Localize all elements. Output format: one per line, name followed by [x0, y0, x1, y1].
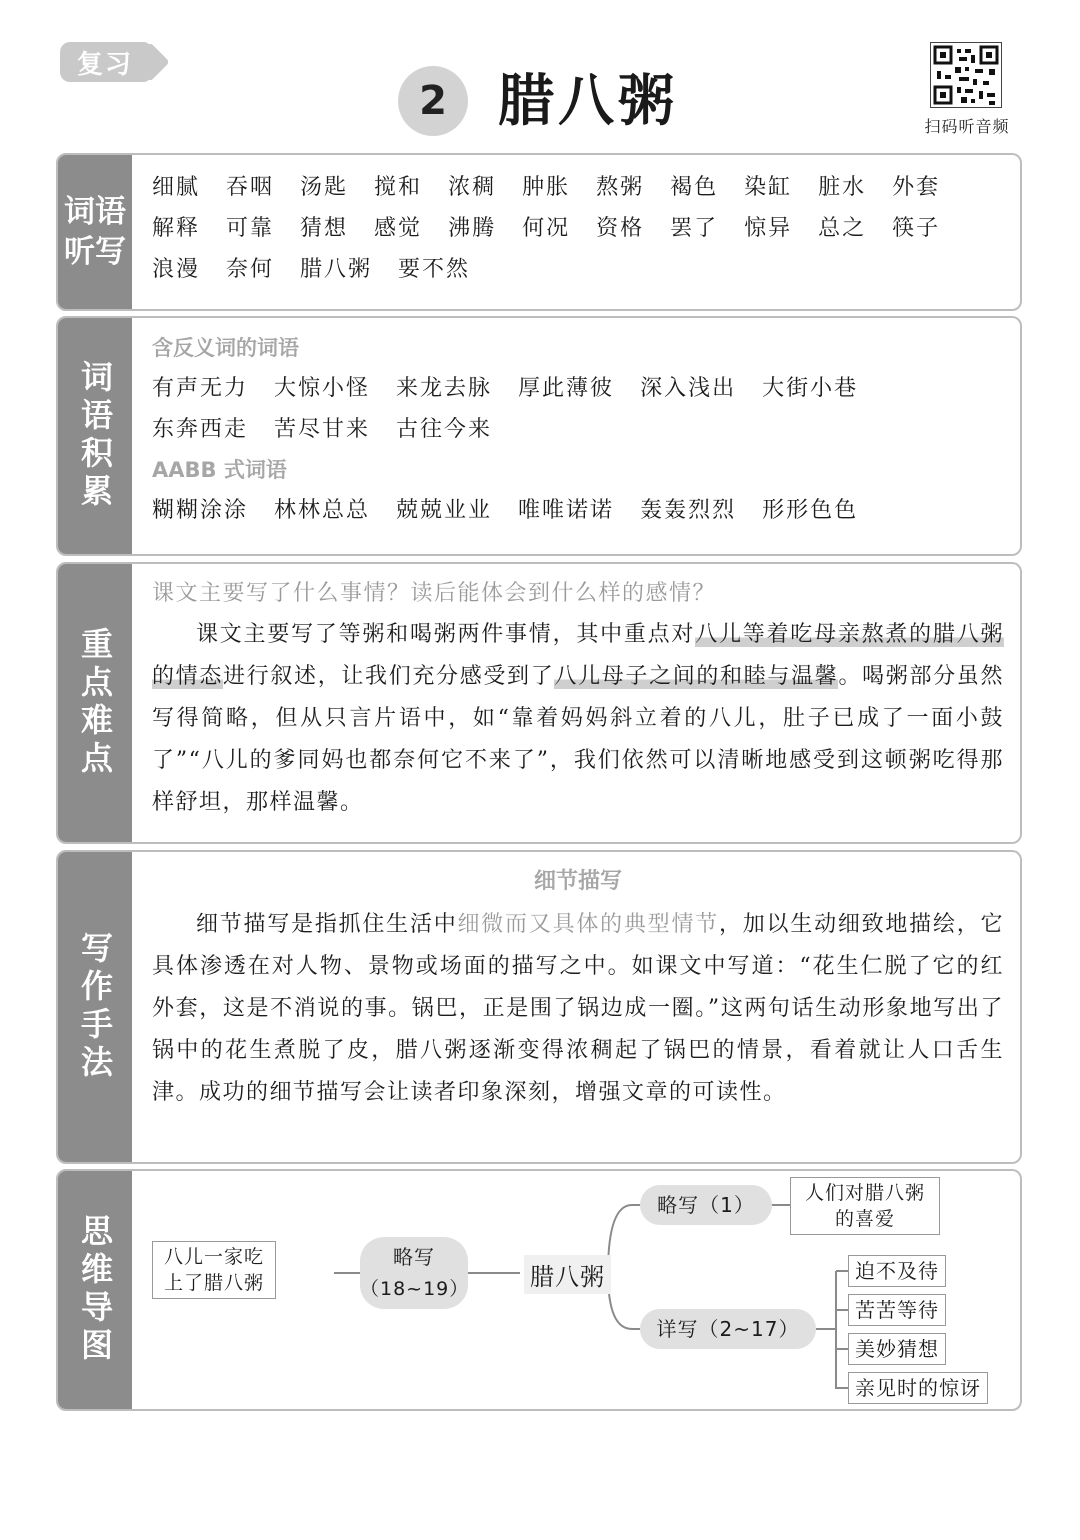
word: 褐色: [670, 175, 719, 200]
guiding-question: 课文主要写了什么事情？读后能体会到什么样的感情？: [152, 581, 717, 606]
mindmap-detail-node: 详写（2~17）: [640, 1309, 816, 1349]
brief-node-title: 略写: [393, 1245, 435, 1269]
idiom: 形形色色: [762, 498, 859, 523]
word: 感觉: [374, 216, 423, 241]
mindmap-leaf: 苦苦等待: [848, 1294, 946, 1326]
word: 罢了: [670, 216, 719, 241]
dictation-row-1: [152, 167, 1004, 208]
mindmap-section: [56, 1169, 1022, 1411]
writing-heading: 细节描写: [533, 869, 622, 894]
idiom: 厚此薄彼: [518, 376, 615, 401]
vocab-section: [56, 316, 1022, 556]
dictation-section: [56, 153, 1022, 311]
qr-caption: 扫码听音频: [924, 117, 1010, 136]
idiom: 大街小巷: [762, 376, 859, 401]
text-run: 课文主要写了等粥和喝粥两件事情，其中重点对: [196, 622, 696, 647]
mindmap-leaf: 美妙猜想: [848, 1333, 946, 1365]
word: 吞咽: [226, 175, 275, 200]
idiom: 古往今来: [396, 417, 493, 442]
word: 肿胀: [522, 175, 571, 200]
highlight: 八儿母子之间的和睦与温馨: [554, 664, 839, 689]
qr-code-icon[interactable]: [930, 42, 1002, 108]
writing-section: [56, 850, 1022, 1164]
text-run: 。喝粥部分虽然写得简略，但从只言片语中，如“靠着妈妈斜立着的八儿，肚子已成了一面小鼓了”“八儿的爹同妈也都奈何它不来了”，我们依然可以清晰地感受到这顿粥吃得那样舒坦，那样温馨。: [152, 664, 1004, 815]
idiom: 来龙去脉: [396, 376, 493, 401]
mindmap-left-box: 八儿一家吃上了腊八粥: [152, 1241, 276, 1299]
mindmap-brief-node: [360, 1237, 468, 1309]
dictation-side-label: [58, 155, 132, 309]
vocab-side-label: [58, 318, 132, 554]
mindmap-top-box: 人们对腊八粥的喜爱: [790, 1177, 940, 1235]
key-points-label: 重点难点: [76, 627, 114, 779]
word: 要不然: [398, 257, 471, 282]
text-run: 进行叙述，让我们充分感受到了: [223, 664, 555, 689]
dictation-row-3: [152, 249, 1004, 290]
writing-label: 写作手法: [76, 931, 114, 1083]
word: 资格: [596, 216, 645, 241]
writing-paragraph: [152, 904, 1004, 1114]
word: 浪漫: [152, 257, 201, 282]
idiom: 糊糊涂涂: [152, 498, 249, 523]
brief-node-range: （18~19）: [360, 1278, 470, 1300]
idiom: 林林总总: [274, 498, 371, 523]
word: 搅和: [374, 175, 423, 200]
review-tag: 复习: [60, 42, 150, 82]
word: 汤匙: [300, 175, 349, 200]
word: 可靠: [226, 216, 275, 241]
word: 染缸: [744, 175, 793, 200]
idiom: 苦尽甘来: [274, 417, 371, 442]
antonym-heading: 含反义词的词语: [152, 336, 299, 360]
emphasis: 细微而又具体的典型情节: [457, 912, 719, 937]
idiom: 唯唯诺诺: [518, 498, 615, 523]
lesson-number-badge: 2: [398, 66, 468, 136]
key-points-side-label: [58, 564, 132, 842]
word: 解释: [152, 216, 201, 241]
idiom: 兢兢业业: [396, 498, 493, 523]
word: 总之: [818, 216, 867, 241]
dictation-label: 词语听写: [64, 194, 126, 270]
text-run: 细节描写是指抓住生活中: [196, 912, 458, 937]
text-run: ，加以生动细致地描绘，它具体渗透在对人物、景物或场面的描写之中。如课文中写道：“花生仁脱了它的红外套，这是不消说的事。锅巴，正是围了锅边成一圈。”这两句话生动形象地写出了锅中的花生煮脱了皮，腊八粥逐渐变得浓稠起了锅巴的情景，看着就让人口舌生津。成功的细节描写会让读者印象深刻，增强文章的可读性。: [152, 912, 1004, 1105]
writing-side-label: [58, 852, 132, 1162]
vocab-label: 词语积累: [76, 360, 114, 512]
dictation-row-2: [152, 208, 1004, 249]
antonym-row-2: [152, 409, 1004, 450]
word: 外套: [892, 175, 941, 200]
highlight: 八儿等着吃母亲熬煮的腊八粥的情态: [152, 622, 1004, 689]
idiom: 有声无力: [152, 376, 249, 401]
key-points-paragraph: [152, 614, 1004, 824]
mindmap-leaf: 亲见时的惊讶: [848, 1372, 988, 1404]
word: 惊异: [744, 216, 793, 241]
idiom: 深入浅出: [640, 376, 737, 401]
word: 猜想: [300, 216, 349, 241]
lesson-title: 腊八粥: [498, 69, 678, 134]
mindmap-leaf: 迫不及待: [848, 1255, 946, 1287]
word: 腊八粥: [300, 257, 373, 282]
word: 何况: [522, 216, 571, 241]
idiom: 大惊小怪: [274, 376, 371, 401]
word: 奈何: [226, 257, 275, 282]
aabb-row: [152, 490, 1004, 531]
word: 细腻: [152, 175, 201, 200]
word: 沸腾: [448, 216, 497, 241]
word: 筷子: [892, 216, 941, 241]
mindmap-center-node: 腊八粥: [524, 1255, 611, 1294]
mindmap-brief-top-node: 略写（1）: [640, 1185, 772, 1225]
idiom: 轰轰烈烈: [640, 498, 737, 523]
key-points-section: [56, 562, 1022, 844]
word: 熬粥: [596, 175, 645, 200]
aabb-heading: AABB 式词语: [152, 458, 287, 482]
idiom: 东奔西走: [152, 417, 249, 442]
antonym-row-1: [152, 368, 1004, 409]
mindmap-side-label: [58, 1171, 132, 1409]
mindmap-label: 思维导图: [76, 1214, 114, 1366]
word: 浓稠: [448, 175, 497, 200]
word: 脏水: [818, 175, 867, 200]
